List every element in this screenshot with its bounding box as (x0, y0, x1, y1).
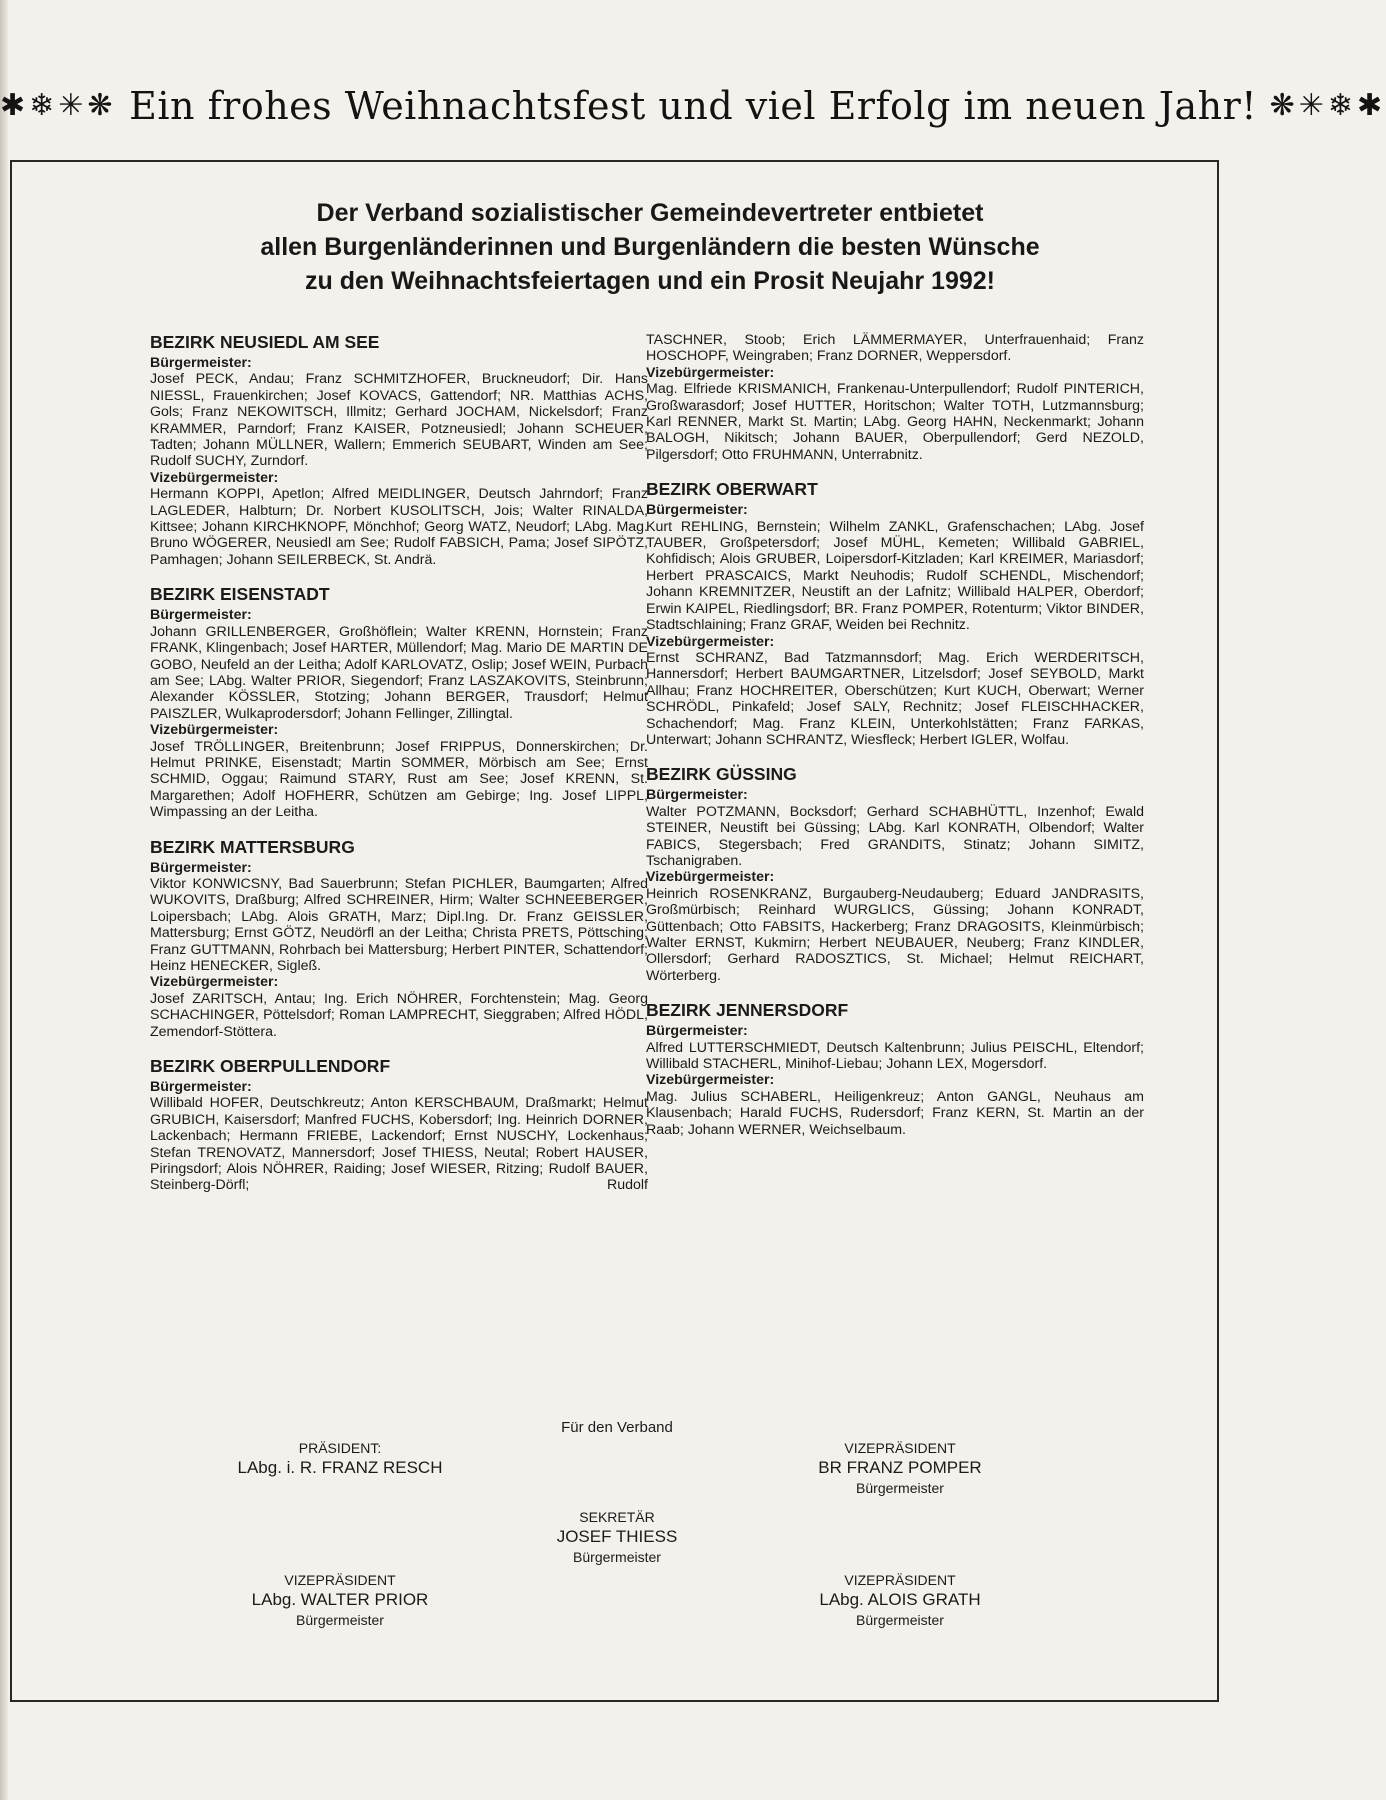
signature-role: Bürgermeister (856, 1480, 944, 1496)
snowflake-icon: ✱❄✳❋ (0, 88, 117, 123)
mayor-list: Viktor KONWICSNY, Bad Sauerbrunn; Stefan PICHLER, Baumgarten; Alfred WUKOVITS, Draßburg; Alfred SCHREINER, Hirm; Walter SCHNEEBERGER, Loipersbach; LAbg. Alois GRATH, Marz; Dipl.Ing. Dr. Franz GEISSLER, Mattersburg; Ernst GÖTZ, Neudörfl an der Leitha; Christa PRETS, Pöttsching; Franz GUTTMANN, Rohrbach bei Mattersburg; Herbert PINTER, Schattendorf; Heinz HENECKER, Sigleß. (150, 875, 648, 974)
for-association-label (517, 1418, 717, 1438)
signature-name: LAbg. ALOIS GRATH (819, 1590, 981, 1609)
heading-line: zu den Weihnachtsfeiertagen und ein Prosit Neujahr 1992! (305, 267, 995, 295)
vice-mayor-label: Vizebürgermeister: (150, 974, 279, 991)
district-title: BEZIRK GÜSSING (646, 764, 797, 785)
signature-name: BR FRANZ POMPER (818, 1458, 982, 1477)
vice-mayor-label: Vizebürgermeister: (150, 469, 279, 486)
signature-role: Bürgermeister (856, 1612, 944, 1628)
signature-role: Bürgermeister (296, 1612, 384, 1628)
mayor-list: Josef PECK, Andau; Franz SCHMITZHOFER, Bruckneudorf; Dir. Hans NIESSL, Frauenkirchen; Josef KOVACS, Gattendorf; NR. Matthias ACHS, Gols; Franz NEKOWITSCH, Illmitz; Gerhard JOCHAM, Nickelsdorf; Franz KRAMMER, Parndorf; Franz KAISER, Potzneusiedl; Johann SCHEUER, Tadten; Johann MÜLLNER, Wallern; Emmerich SEUBART, Winden am See; Rudolf SUCHY, Zurndorf. (150, 371, 648, 470)
signature-vice-president (200, 1570, 480, 1630)
signature-title: VIZEPRÄSIDENT (844, 1440, 956, 1456)
vice-mayor-list: Heinrich ROSENKRANZ, Burgauberg-Neudauberg; Eduard JANDRASITS, Großmürbisch; Reinhard WURGLICS, Güssing; Johann KONRADT, Güttenbach; Otto FABSITS, Hackerberg; Franz DRAGOSITS, Kleinmürbisch; Walter ERNST, Kukmirn; Herbert NEUBAUER, Neuberg; Franz KINDLER, Ollersdorf; Gerhard RADOSZTICS, St. Michael; Helmut REICHART, Wörterberg. (646, 885, 1144, 984)
mayor-list: Kurt REHLING, Bernstein; Wilhelm ZANKL, Grafenschachen; LAbg. Josef TAUBER, Großpetersdorf; Josef MÜHL, Kemeten; Willibald GABRIEL, Kohfidisch; Alois GRUBER, Loipersdorf-Kitzladen; Karl KREIMER, Mariasdorf; Herbert PRASCAICS, Markt Neuhodis; Rudolf SCHENDL, Mischendorf; Johann KREMNITZER, Neustift an der Lafnitz; Willibald HALPER, Oberdorf; Erwin KAIPEL, Riedlingsdorf; BR. Franz POMPER, Rotenturm; Viktor BINDER, Stadtschlaining; Franz GRAF, Weiden bei Rechnitz. (646, 518, 1144, 634)
signature-vice-president (760, 1570, 1040, 1630)
district-title: BEZIRK JENNERSDORF (646, 1000, 849, 1021)
mayor-label: Bürgermeister: (150, 1079, 252, 1096)
mayor-label: Bürgermeister: (646, 787, 748, 804)
mayor-label: Bürgermeister: (646, 1023, 748, 1040)
mayor-list: Willibald HOFER, Deutschkreutz; Anton KERSCHBAUM, Draßmarkt; Helmut GRUBICH, Kaisersdorf; Manfred FUCHS, Kobersdorf; Ing. Heinrich DORNER, Lackenbach; Hermann FRIEBE, Lackendorf; Ernst NUSCHY, Lockenhaus; Stefan TRENOVATZ, Mannersdorf; Josef THIESS, Neutal; Robert HAUSER, Piringsdorf; Alois NÖHRER, Raiding; Josef WIESER, Ritzing; Rudolf BAUER, Steinberg-Dörfl; Rudolf (150, 1095, 648, 1194)
vice-mayor-label: Vizebürgermeister: (646, 869, 775, 886)
signature-name: LAbg. i. R. FRANZ RESCH (237, 1458, 443, 1477)
vice-mayor-list: Mag. Julius SCHABERL, Heiligenkreuz; Anton GANGL, Neuhaus am Klausenbach; Harald FUCHS, Rudersdorf; Franz KERN, St. Martin an der Raab; Johann WERNER, Weichselbaum. (646, 1088, 1144, 1138)
signature-title: PRÄSIDENT: (298, 1440, 382, 1456)
district-title: BEZIRK MATTERSBURG (150, 836, 355, 857)
signature-title: VIZEPRÄSIDENT (284, 1572, 396, 1588)
mayor-label: Bürgermeister: (150, 607, 252, 624)
left-column (150, 332, 648, 1194)
mayor-label: Bürgermeister: (646, 502, 748, 519)
mayor-list: Alfred LUTTERSCHMIEDT, Deutsch Kaltenbrunn; Julius PEISCHL, Eltendorf; Willibald STACHERL, Minihof-Liebau; Johann LEX, Mogersdorf. (646, 1039, 1144, 1073)
right-column (646, 332, 1144, 1138)
heading-line: Der Verband sozialistischer Gemeindevertreter entbietet (316, 199, 984, 227)
district-title: BEZIRK OBERWART (646, 479, 818, 500)
signature-secretary (477, 1507, 757, 1567)
signature-title: VIZEPRÄSIDENT (844, 1572, 956, 1588)
heading-line: allen Burgenländerinnen und Burgenländern die besten Wünsche (260, 233, 1040, 261)
vice-mayor-label: Vizebürgermeister: (646, 364, 775, 381)
vice-mayor-label: Vizebürgermeister: (646, 1072, 775, 1089)
signature-name: JOSEF THIESS (556, 1527, 678, 1546)
mayor-list: Walter POTZMANN, Bocksdorf; Gerhard SCHABHÜTTL, Inzenhof; Ewald STEINER, Neustift bei Güssing; LAbg. Karl KONRATH, Olbendorf; Walter FABICS, Stegersbach; Fred GRANDITS, Stinatz; Johann SIMITZ, Tschanigraben. (646, 803, 1144, 869)
page-binding-edge (0, 0, 8, 1800)
for-association-text: Für den Verband (561, 1419, 673, 1436)
vice-mayor-label: Vizebürgermeister: (150, 722, 279, 739)
vice-mayor-list: Mag. Elfriede KRISMANICH, Frankenau-Unterpullendorf; Rudolf PINTERICH, Großwarasdorf; Josef HUTTER, Horitschon; Walter TOTH, Lutzmannsburg; Karl RENNER, Markt St. Martin; LAbg. Georg HAHN, Neckenmarkt; Johann BALOGH, Nikitsch; Johann BAUER, Oberpullendorf; Gerd NEZOLD, Pilgersdorf; Otto FRUHMANN, Unterrabnitz. (646, 381, 1144, 463)
vice-mayor-list: Josef ZARITSCH, Antau; Ing. Erich NÖHRER, Forchtenstein; Mag. Georg SCHACHINGER, Pöttelsdorf; Roman LAMPRECHT, Sieggraben; Alfred HÖDL, Zemendorf-Stöttera. (150, 990, 648, 1040)
district-title: BEZIRK OBERPULLENDORF (150, 1056, 391, 1077)
vice-mayor-list: Josef TRÖLLINGER, Breitenbrunn; Josef FRIPPUS, Donnerskirchen; Dr. Helmut PRINKE, Eisenstadt; Martin SOMMER, Mörbisch am See; Ernst SCHMID, Oggau; Raimund STARY, Rust am See; Josef KRENN, St. Margarethen; Adolf HOFHERR, Schützen am Gebirge; Ing. Josef LIPPL, Wimpassing an der Leitha. (150, 738, 648, 821)
signature-title: SEKRETÄR (579, 1509, 655, 1525)
signature-name: LAbg. WALTER PRIOR (251, 1590, 429, 1609)
mayor-list: Johann GRILLENBERGER, Großhöflein; Walter KRENN, Hornstein; Franz FRANK, Klingenbach; Josef HARTER, Müllendorf; Mag. Mario DE MARTIN DE GOBO, Neufeld an der Leitha; Adolf KARLOVATZ, Oslip; Josef WEIN, Purbach am See; LAbg. Walter PRIOR, Siegendorf; Franz LASZAKOVITS, Steinbrunn; Alexander KÖSSLER, Stotzing; Johann BERGER, Trausdorf; Helmut PAISZLER, Wulkaprodersdorf; Johann Fellinger, Zillingtal. (150, 623, 648, 722)
snowflake-icon: ❋✳❄✱ (1269, 88, 1386, 123)
signature-president (200, 1438, 480, 1478)
mayor-list-continued: TASCHNER, Stoob; Erich LÄMMERMAYER, Unterfrauenhaid; Franz HOSCHOPF, Weingraben; Franz DORNER, Weppersdorf. (646, 332, 1144, 365)
vice-mayor-list: Hermann KOPPI, Apetlon; Alfred MEIDLINGER, Deutsch Jahrndorf; Franz LAGLEDER, Halbturn; Dr. Norbert KUSOLITSCH, Jois; Walter RINALDA, Kittsee; Johann KIRCHKNOPF, Mönchhof; Georg WATZ, Neudorf; LAbg. Mag. Bruno WÖGERER, Neusiedl am See; Rudolf FABSICH, Pama; Josef SIPÖTZ, Pamhagen; Johann SEILERBECK, St. Andrä. (150, 486, 648, 568)
mayor-label: Bürgermeister: (150, 355, 252, 371)
signature-role: Bürgermeister (573, 1549, 661, 1565)
vice-mayor-label: Vizebürgermeister: (646, 633, 775, 650)
mayor-label: Bürgermeister: (150, 859, 252, 876)
vice-mayor-list: Ernst SCHRANZ, Bad Tatzmannsdorf; Mag. Erich WERDERITSCH, Hannersdorf; Herbert BAUMGARTNER, Litzelsdorf; Josef SEYBOLD, Markt Allhau; Franz HOCHREITER, Oberschützen; Kurt KUCH, Oberwart; Werner SCHRÖDL, Pinkafeld; Josef SALY, Rechnitz; Josef FLEISCHHACKER, Schachendorf; Mag. Franz KLEIN, Unterkohlstätten; Franz FARKAS, Unterwart; Johann SCHRANTZ, Wiesfleck; Herbert IGLER, Wolfau. (646, 649, 1144, 748)
signature-vice-president (760, 1438, 1040, 1498)
greeting-banner (0, 84, 1386, 128)
announcement-heading (130, 196, 1170, 298)
greeting-text: Ein frohes Weihnachtsfest und viel Erfolg im neuen Jahr! (129, 84, 1258, 128)
district-title: BEZIRK EISENSTADT (150, 584, 330, 605)
district-title: BEZIRK NEUSIEDL AM SEE (150, 332, 380, 352)
